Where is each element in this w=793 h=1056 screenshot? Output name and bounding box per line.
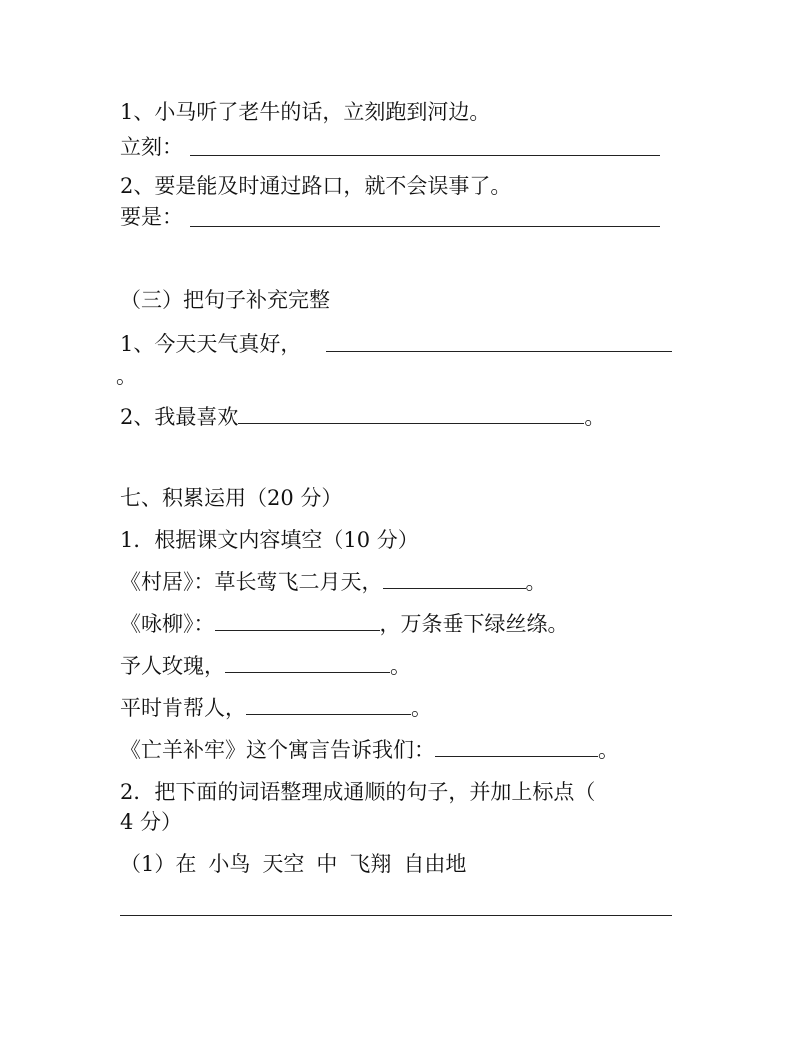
- answer-line-1: [120, 133, 183, 161]
- complete-sentence-2-period: 。: [584, 405, 606, 429]
- complete-blank-1[interactable]: [326, 351, 672, 352]
- complete-sentence-2: [120, 403, 605, 431]
- answer-blank-1[interactable]: [190, 155, 660, 156]
- fill-line-1-before: 《村居》：草长莺飞二月天，: [120, 570, 383, 594]
- complete-sentence-1-end: [116, 362, 137, 390]
- complete-sentence-2-text: 2、我最喜欢: [120, 405, 239, 429]
- word-list-1: [120, 850, 478, 878]
- word-5: 自由地: [403, 852, 467, 876]
- sentence-1: [120, 98, 490, 126]
- section-seven-title: 七、积累运用（20 分）: [120, 486, 343, 510]
- question-2-heading-cont: [120, 808, 182, 836]
- answer-line-2: [120, 203, 183, 231]
- answer-label-2: 要是：: [120, 205, 183, 229]
- complete-blank-2[interactable]: [238, 403, 584, 424]
- fill-line-5-before: 《亡羊补牢》这个寓言告诉我们：: [120, 738, 435, 762]
- fill-line-5-after: 。: [598, 738, 619, 762]
- word-2: 天空: [262, 852, 305, 876]
- complete-sentence-1-period: 。: [116, 364, 137, 388]
- fill-blank-3[interactable]: [225, 652, 390, 673]
- fill-line-2-before: 《咏柳》：: [120, 612, 215, 636]
- sentence-1-text: 1、小马听了老牛的话，立刻跑到河边。: [120, 100, 491, 124]
- question-2-title-line1: 2．把下面的词语整理成通顺的句子，并加上标点（: [120, 780, 596, 804]
- complete-sentence-1-text: 1、今天天气真好，: [120, 332, 302, 356]
- word-list-1-label: （1）在: [120, 852, 197, 876]
- question-2-title-line2: 4 分）: [120, 810, 183, 834]
- answer-blank-2[interactable]: [190, 226, 660, 227]
- question-1-heading: [120, 526, 419, 554]
- section-three-title: （三）把句子补充完整: [120, 288, 330, 312]
- sentence-answer-line[interactable]: [120, 915, 672, 916]
- word-3: 中: [316, 852, 338, 876]
- word-4: 飞翔: [349, 852, 392, 876]
- sentence-2-text: 2、要是能及时通过路口，就不会误事了。: [120, 174, 512, 198]
- fill-line-4: [120, 694, 432, 722]
- fill-blank-1[interactable]: [383, 568, 526, 589]
- complete-sentence-1: [120, 330, 301, 358]
- fill-blank-5[interactable]: [435, 736, 598, 757]
- question-2-heading: [120, 778, 595, 806]
- fill-line-4-before: 平时肯帮人，: [120, 696, 246, 720]
- fill-line-5: [120, 736, 619, 764]
- fill-line-3-before: 予人玫瑰，: [120, 654, 225, 678]
- section-three-heading: [120, 286, 330, 314]
- fill-line-2-after: ，万条垂下绿丝绦。: [379, 612, 569, 636]
- sentence-2: [120, 172, 511, 200]
- fill-line-4-after: 。: [411, 696, 432, 720]
- fill-line-3-after: 。: [390, 654, 411, 678]
- question-1-title: 1．根据课文内容填空（10 分）: [120, 528, 419, 552]
- fill-blank-4[interactable]: [246, 694, 411, 715]
- fill-line-2: [120, 610, 569, 638]
- word-1: 小鸟: [208, 852, 251, 876]
- fill-line-3: [120, 652, 411, 680]
- answer-label-1: 立刻：: [120, 135, 183, 159]
- fill-line-1: [120, 568, 547, 596]
- fill-line-1-after: 。: [525, 570, 547, 594]
- section-seven-heading: [120, 484, 342, 512]
- fill-blank-2[interactable]: [215, 610, 380, 631]
